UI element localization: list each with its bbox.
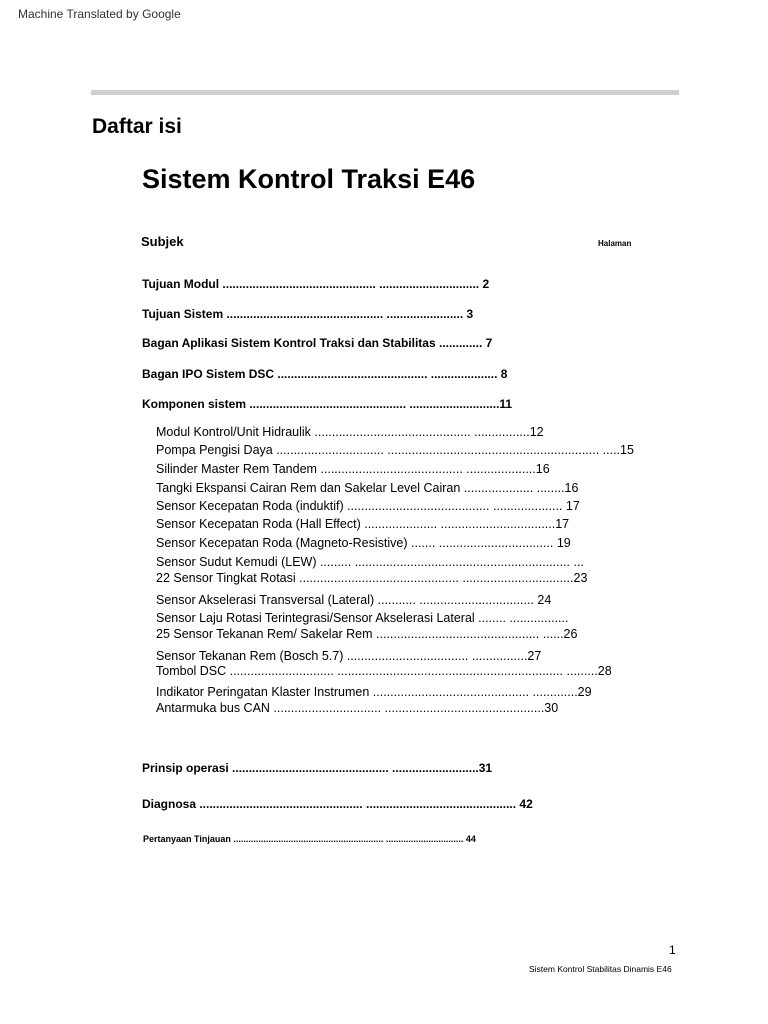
toc-entry-pertanyaan-tinjauan: Pertanyaan Tinjauan ............................................................ ............................... 44 xyxy=(143,834,476,844)
page-column-header: Halaman xyxy=(598,239,632,248)
page-number: 1 xyxy=(669,943,676,957)
toc-entry-bagan-ipo: Bagan IPO Sistem DSC ............................................. .................... 8 xyxy=(142,367,508,381)
toc-entry-komponen-sistem: Komponen sistem ............................................... ...........................11 xyxy=(142,397,513,411)
document-title: Sistem Kontrol Traksi E46 xyxy=(142,164,476,194)
toc-subentry: Sensor Kecepatan Roda (induktif) ......................................... .................... 17 xyxy=(156,499,580,513)
toc-entry-bagan-aplikasi: Bagan Aplikasi Sistem Kontrol Traksi dan Stabilitas ............. 7 xyxy=(142,336,493,350)
toc-subentry: Sensor Laju Rotasi Terintegrasi/Sensor Akselerasi Lateral ........ ................. xyxy=(156,611,569,625)
toc-subentry: Sensor Akselerasi Transversal (Lateral) ........... ................................. 24 xyxy=(156,593,552,607)
subject-column-header: Subjek xyxy=(141,234,184,249)
toc-subentry: 25 Sensor Tekanan Rem/ Sakelar Rem ............................................... ......26 xyxy=(156,627,578,641)
page-footer: Sistem Kontrol Stabilitas Dinamis E46 xyxy=(529,964,672,974)
toc-subentry: Silinder Master Rem Tandem ......................................... ....................16 xyxy=(156,462,550,476)
toc-subentry: Tangki Ekspansi Cairan Rem dan Sakelar Level Cairan .................... ........16 xyxy=(156,481,579,495)
toc-entry-prinsip-operasi: Prinsip operasi ............................................... ..........................31 xyxy=(142,761,493,775)
toc-subentry: Tombol DSC .............................. ................................................................. .........28 xyxy=(156,664,612,678)
toc-subentry: Sensor Tekanan Rem (Bosch 5.7) ................................... ................27 xyxy=(156,649,542,663)
toc-subentry: Sensor Kecepatan Roda (Hall Effect) ..................... .................................17 xyxy=(156,517,570,531)
header-rule xyxy=(91,90,679,95)
toc-entry-tujuan-modul: Tujuan Modul .............................................. .............................. 2 xyxy=(142,277,490,291)
toc-subentry: Sensor Kecepatan Roda (Magneto-Resistive) ....... ................................. 19 xyxy=(156,536,571,550)
toc-subentry: Sensor Sudut Kemudi (LEW) ......... .............................................................. ... xyxy=(156,555,584,569)
toc-subentry: 22 Sensor Tingkat Rotasi .............................................. ................................23 xyxy=(156,571,588,585)
toc-subentry: Antarmuka bus CAN ............................... ..............................................30 xyxy=(156,701,559,715)
toc-entry-tujuan-sistem: Tujuan Sistem ............................................... ....................... 3 xyxy=(142,307,474,321)
toc-subentry: Modul Kontrol/Unit Hidraulik ............................................. ................12 xyxy=(156,425,544,439)
translation-banner: Machine Translated by Google xyxy=(18,7,181,21)
toc-subentry: Indikator Peringatan Klaster Instrumen ............................................. .............29 xyxy=(156,685,592,699)
toc-subentry: Pompa Pengisi Daya ............................... ............................................................. .....15 xyxy=(156,443,634,457)
toc-heading: Daftar isi xyxy=(92,115,182,138)
toc-entry-diagnosa: Diagnosa ................................................. ............................................. 42 xyxy=(142,797,533,811)
